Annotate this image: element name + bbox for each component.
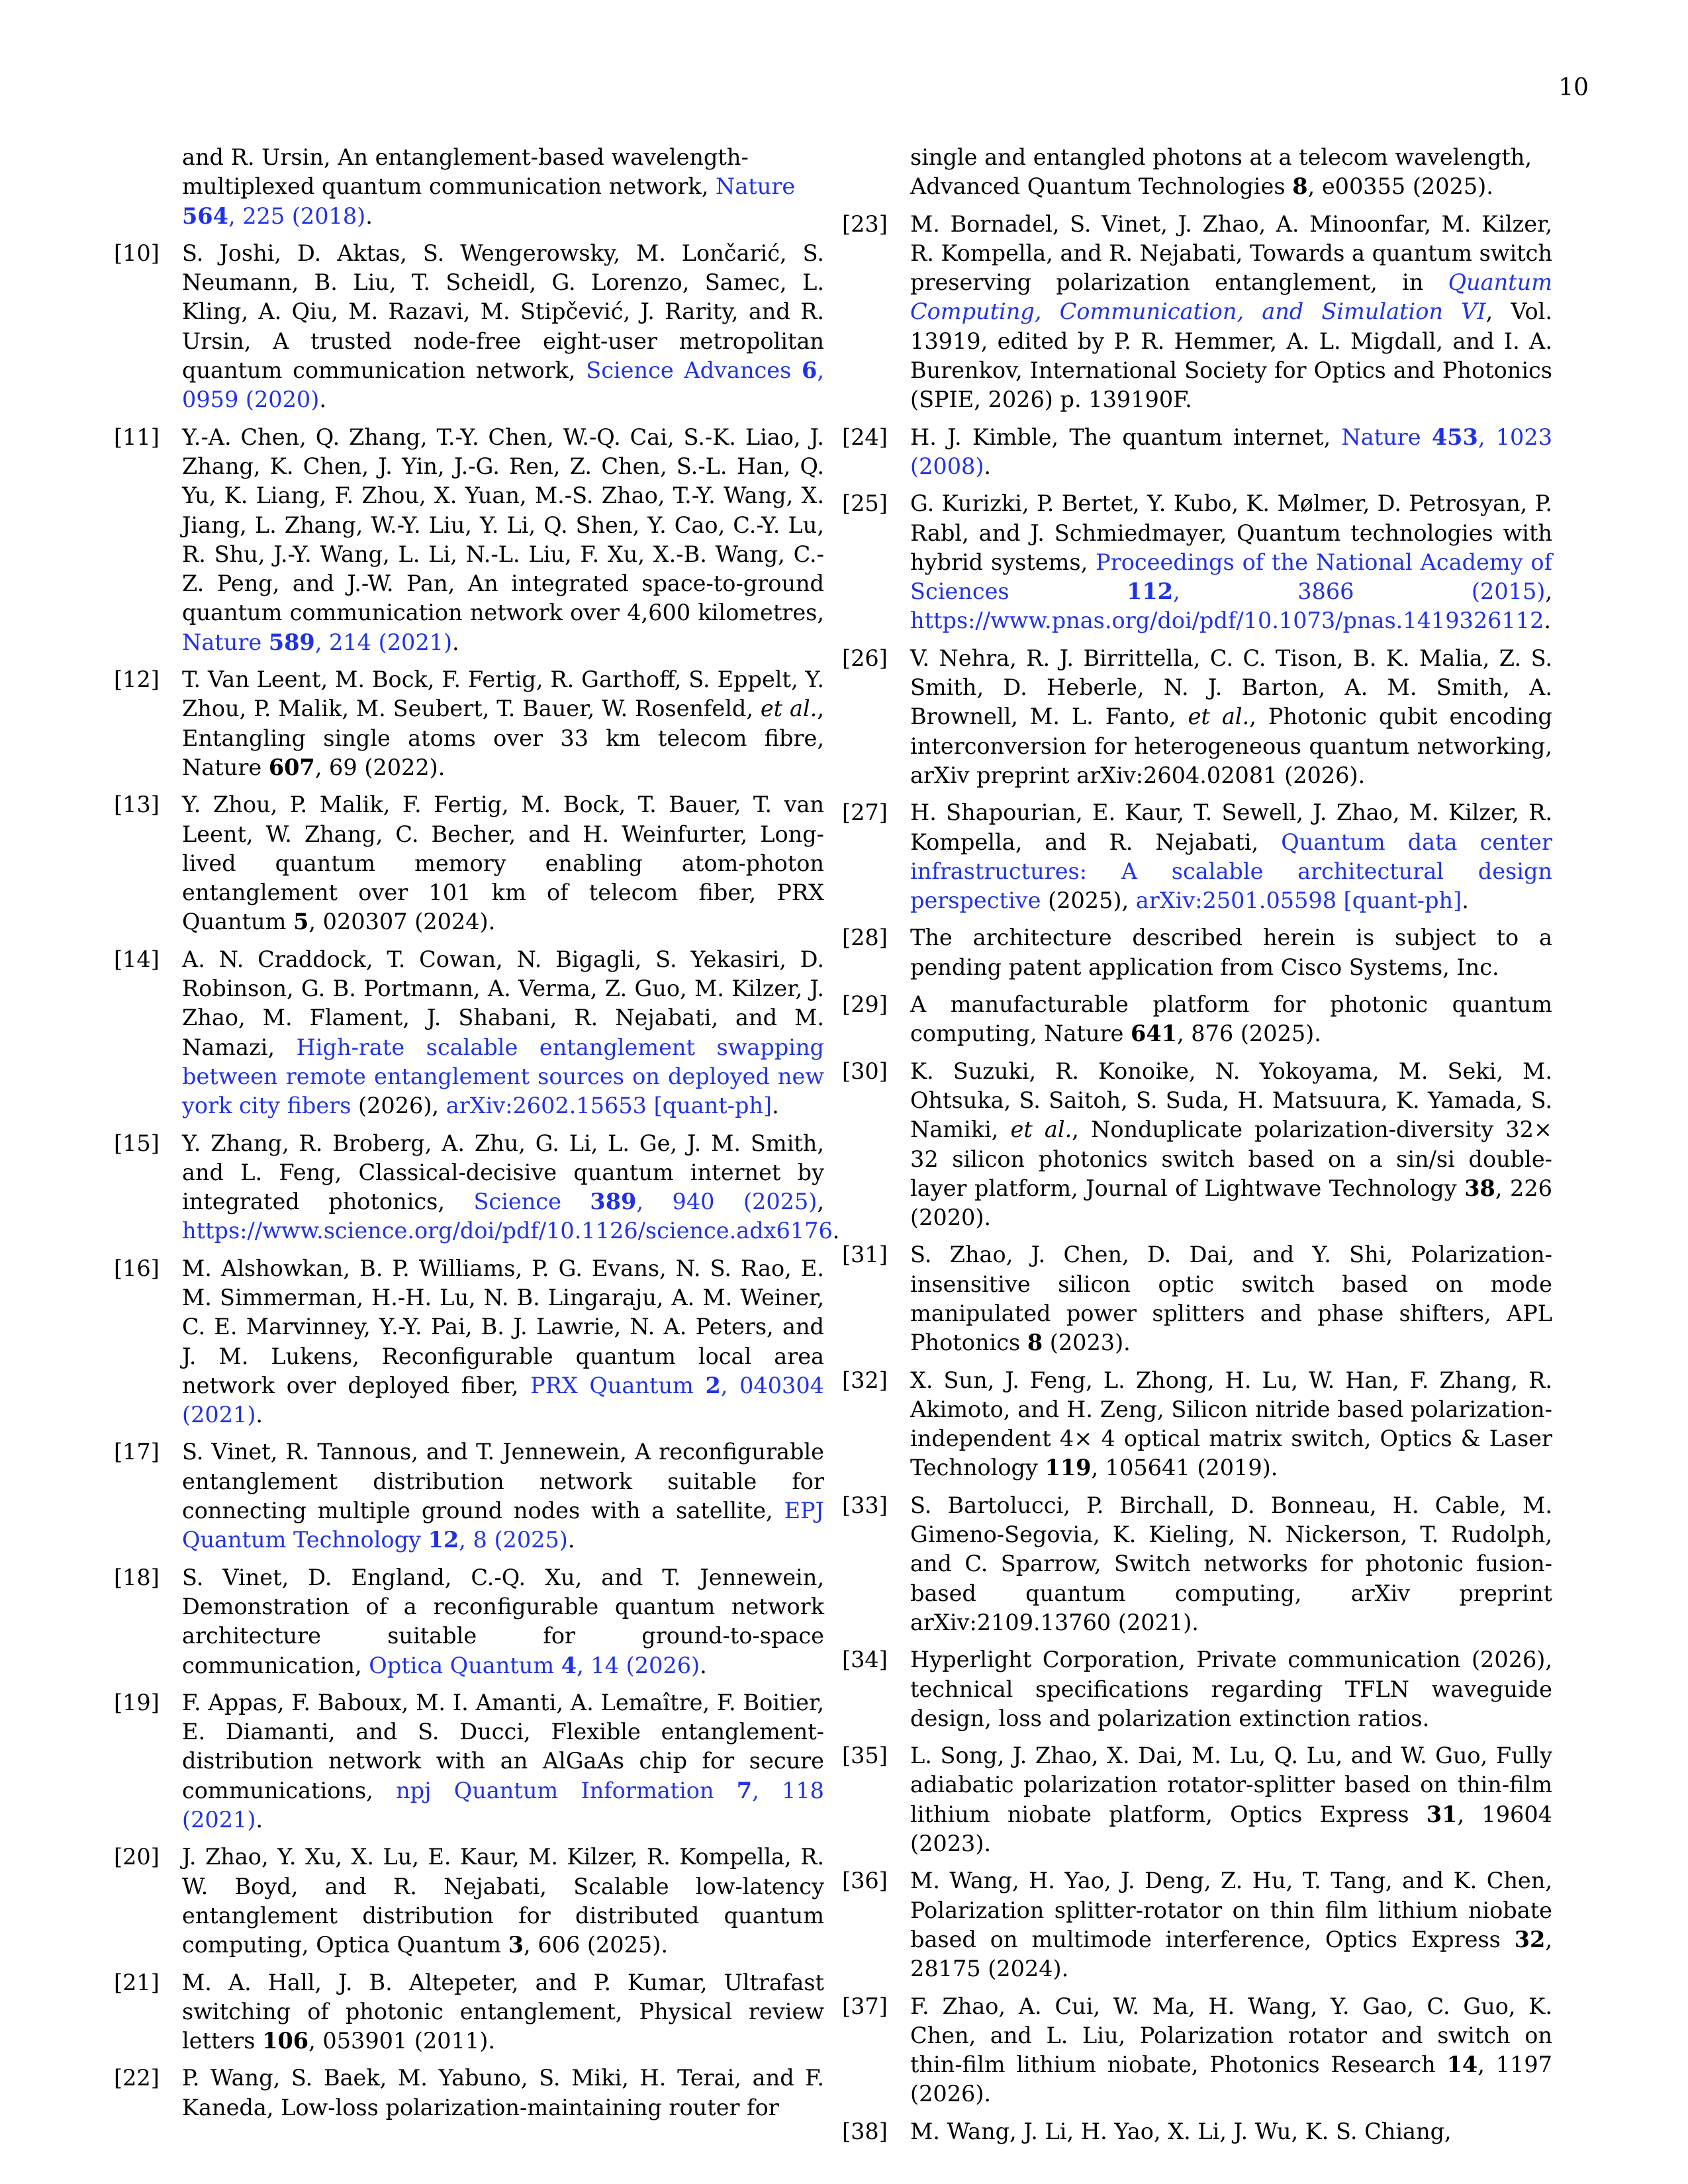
reference-list	[842, 210, 1553, 2146]
reference-entry	[842, 1057, 1552, 1233]
page-number: 10	[1558, 74, 1589, 101]
reference-entry	[114, 1968, 824, 2056]
reference-text: P. Wang, S. Baek, M. Yabuno, S. Miki, H. Terai, and F. Kaneda, Low-loss polarization-maintaining router for	[182, 2065, 824, 2120]
reference-number: [24]	[842, 424, 888, 450]
reference-entry	[842, 2117, 1552, 2146]
reference-entry	[114, 945, 824, 1121]
reference-number: [26]	[842, 645, 888, 671]
reference-entry	[842, 1645, 1552, 1733]
reference-text: S. Joshi, D. Aktas, S. Wengerowsky, M. Lončarić, S. Neumann, B. Liu, T. Scheidl, G. Lorenzo, Samec, L. Kling, A. Qiu, M. Razavi, M. Stipčević, J. Rarity, and R. Ursin, A trusted node-free eight-user metropolitan quantum communication network, Science Advances 6, 0959 (2020).	[182, 240, 825, 413]
reference-link[interactable]: Quantum data center infrastructures: A scalable architectural design perspective	[910, 829, 1552, 914]
reference-text: T. Van Leent, M. Bock, F. Fertig, R. Garthoff, S. Eppelt, Y. Zhou, P. Malik, M. Seubert, T. Bauer, W. Rosenfeld, et al., Entangling single atoms over 33 km telecom fibre, Nature 607, 69 (2022).	[182, 666, 824, 780]
reference-number: [22]	[114, 2065, 160, 2091]
reference-number: [29]	[842, 991, 888, 1018]
reference-number: [12]	[114, 666, 160, 693]
reference-link[interactable]: Proceedings of the National Academy of Sciences 112, 3866 (2015)	[910, 549, 1553, 605]
reference-entry	[114, 665, 824, 782]
reference-text: Y. Zhou, P. Malik, F. Fertig, M. Bock, T. Bauer, T. van Leent, W. Zhang, C. Becher, and H. Weinfurter, Long-lived quantum memory enabling atom-photon entanglement over 101 km of telecom fiber, PRX Quantum 5, 020307 (2024).	[182, 792, 824, 935]
reference-number: [21]	[114, 1969, 160, 1995]
reference-number: [19]	[114, 1689, 160, 1715]
reference-entry	[842, 1240, 1552, 1357]
reference-number: [31]	[842, 1242, 888, 1268]
references-right-column	[842, 143, 1553, 2154]
reference-link[interactable]: PRX Quantum 2, 040304 (2021)	[182, 1372, 824, 1428]
reference-number: [17]	[114, 1439, 160, 1465]
reference-entry	[842, 1992, 1552, 2109]
reference-entry	[842, 1366, 1552, 1483]
reference-text: S. Zhao, J. Chen, D. Dai, and Y. Shi, Polarization-insensitive silicon optic switch based on mode manipulated power splitters and phase shifters, APL Photonics 8 (2023).	[910, 1242, 1552, 1356]
reference-entry	[114, 1563, 824, 1680]
reference-link[interactable]: Science Advances 6, 0959 (2020)	[182, 357, 825, 413]
reference-link[interactable]: npj Quantum Information 7, 118 (2021)	[182, 1777, 824, 1833]
reference-text: H. Shapourian, E. Kaur, T. Sewell, J. Zhao, M. Kilzer, R. Kompella, and R. Nejabati, Quantum data center infrastructures: A scalable architectural design perspective (2025), arXiv:2501.05598 [quant-ph].	[910, 799, 1552, 914]
reference-link[interactable]: Nature 589, 214 (2021)	[182, 629, 453, 655]
reference-entry	[842, 489, 1553, 635]
reference-text: A. N. Craddock, T. Cowan, N. Bigagli, S. Yekasiri, D. Robinson, G. B. Portmann, A. Verma, Z. Guo, M. Kilzer, J. Zhao, M. Flament, J. Shabani, R. Nejabati, and M. Namazi, High-rate scalable entanglement swapping between remote entanglement sources on deployed new york city fibers (2026), arXiv:2602.15653 [quant-ph].	[182, 946, 824, 1119]
reference-link[interactable]: Nature 564, 225 (2018)	[182, 173, 796, 229]
reference-link[interactable]: Optica Quantum 4, 14 (2026)	[369, 1652, 700, 1678]
reference-link[interactable]: High-rate scalable entanglement swapping between remote entanglement sources on deployed new york city fibers	[182, 1034, 824, 1119]
references-left-column	[114, 143, 840, 2130]
reference-link[interactable]: EPJ Quantum Technology 12, 8 (2025)	[182, 1498, 824, 1553]
reference-list	[114, 239, 840, 2122]
reference-entry	[114, 2064, 824, 2122]
reference-entry	[114, 1254, 824, 1430]
reference-text: Y. Zhang, R. Broberg, A. Zhu, G. Li, L. Ge, J. M. Smith, and L. Feng, Classical-decisive quantum internet by integrated photonics, Science 389, 940 (2025), https://www.science.org/doi/pdf/10.1126/science.adx6176.	[182, 1130, 840, 1244]
reference-number: [35]	[842, 1743, 888, 1769]
reference-entry	[114, 239, 825, 415]
reference-text: A manufacturable platform for photonic quantum computing, Nature 641, 876 (2025).	[910, 991, 1552, 1047]
reference-entry	[114, 1688, 824, 1835]
reference-number: [38]	[842, 2118, 888, 2144]
reference-link[interactable]: Quantum Computing, Communication, and Simulation VI	[910, 269, 1552, 325]
reference-text: M. Wang, H. Yao, J. Deng, Z. Hu, T. Tang, and K. Chen, Polarization splitter-rotator on thin film lithium niobate based on multimode interference, Optics Express 32, 28175 (2024).	[910, 1868, 1552, 1982]
reference-entry	[842, 990, 1552, 1049]
reference-link[interactable]: arXiv:2602.15653 [quant-ph]	[445, 1093, 773, 1119]
reference-number: [14]	[114, 946, 160, 972]
reference-text: M. Bornadel, S. Vinet, J. Zhao, A. Minoonfar, M. Kilzer, R. Kompella, and R. Nejabati, Towards a quantum switch preserving polarization entanglement, in Quantum Computing, Communication, and Simulation VI, Vol. 13919, edited by P. R. Hemmer, A. L. Migdall, and I. A. Burenkov, International Society for Optics and Photonics (SPIE, 2026) p. 139190F.	[910, 210, 1552, 413]
reference-text: F. Zhao, A. Cui, W. Ma, H. Wang, Y. Gao, C. Guo, K. Chen, and L. Liu, Polarization rotator and switch on thin-film lithium niobate, Photonics Research 14, 1197 (2026).	[910, 1993, 1552, 2107]
reference-number: [25]	[842, 490, 888, 517]
reference-number: [33]	[842, 1492, 888, 1518]
reference-number: [28]	[842, 925, 888, 951]
reference-number: [32]	[842, 1367, 888, 1393]
reference-entry	[842, 644, 1552, 790]
reference-text: V. Nehra, R. J. Birrittella, C. C. Tison, B. K. Malia, Z. S. Smith, D. Heberle, N. J. Barton, A. M. Smith, A. Brownell, M. L. Fanto, et al., Photonic qubit encoding interconversion for heterogeneous quantum networking, arXiv preprint arXiv:2604.02081 (2026).	[910, 645, 1552, 788]
reference-text: Y.-A. Chen, Q. Zhang, T.-Y. Chen, W.-Q. Cai, S.-K. Liao, J. Zhang, K. Chen, J. Yin, J.-G. Ren, Z. Chen, S.-L. Han, Q. Yu, K. Liang, F. Zhou, X. Yuan, M.-S. Zhao, T.-Y. Wang, X. Jiang, L. Zhang, W.-Y. Liu, Y. Li, Q. Shen, Y. Cao, C.-Y. Lu, R. Shu, J.-Y. Wang, L. Li, N.-L. Liu, F. Xu, X.-B. Wang, C.-Z. Peng, and J.-W. Pan, An integrated space-to-ground quantum communication network over 4,600 kilometres, Nature 589, 214 (2021).	[182, 424, 824, 655]
reference-text: S. Bartolucci, P. Birchall, D. Bonneau, H. Cable, M. Gimeno-Segovia, K. Kieling, N. Nickerson, T. Rudolph, and C. Sparrow, Switch networks for photonic fusion-based quantum computing, arXiv preprint arXiv:2109.13760 (2021).	[910, 1492, 1552, 1635]
reference-text: The architecture described herein is subject to a pending patent application from Cisco Systems, Inc.	[910, 925, 1552, 980]
reference-number: [15]	[114, 1130, 160, 1156]
reference-number: [20]	[114, 1844, 160, 1870]
reference-text: Hyperlight Corporation, Private communication (2026), technical specifications regarding TFLN waveguide design, loss and polarization extinction ratios.	[910, 1647, 1552, 1731]
reference-link[interactable]: https://www.science.org/doi/pdf/10.1126/science.adx6176	[182, 1218, 833, 1244]
reference-number: [23]	[842, 210, 888, 237]
reference-entry	[842, 210, 1552, 415]
reference-number: [13]	[114, 792, 160, 818]
reference-entry	[842, 1741, 1552, 1858]
reference-entry	[842, 1491, 1552, 1637]
reference-entry	[114, 1437, 824, 1555]
reference-number: [30]	[842, 1058, 888, 1084]
reference-entry	[842, 423, 1553, 482]
reference-entry	[114, 1843, 824, 1960]
reference-text: K. Suzuki, R. Konoike, N. Yokoyama, M. Seki, M. Ohtsuka, S. Saitoh, S. Suda, H. Matsuura, K. Yamada, S. Namiki, et al., Nonduplicate polarization-diversity 32× 32 silicon photonics switch based on a sin/si double-layer platform, Journal of Lightwave Technology 38, 226 (2020).	[910, 1058, 1552, 1231]
reference-text: H. J. Kimble, The quantum internet, Nature 453, 1023 (2008).	[910, 424, 1553, 479]
reference-text: S. Vinet, D. England, C.-Q. Xu, and T. Jennewein, Demonstration of a reconfigurable quantum network architecture suitable for ground-to-space communication, Optica Quantum 4, 14 (2026).	[182, 1564, 824, 1678]
reference-number: [36]	[842, 1868, 888, 1894]
reference-entry	[114, 1129, 840, 1246]
reference-text: F. Appas, F. Baboux, M. I. Amanti, A. Lemaître, F. Boitier, E. Diamanti, and S. Ducci, Flexible entanglement-distribution network with an AlGaAs chip for secure communications, npj Quantum Information 7, 118 (2021).	[182, 1689, 824, 1833]
reference-link[interactable]: Science 389, 940 (2025)	[473, 1189, 818, 1215]
reference-number: [11]	[114, 424, 160, 450]
reference-link[interactable]: arXiv:2501.05598 [quant-ph]	[1135, 887, 1462, 914]
reference-number: [16]	[114, 1255, 160, 1281]
reference-entry	[842, 798, 1552, 915]
reference-link[interactable]: Nature 453, 1023 (2008)	[910, 424, 1553, 479]
reference-entry	[842, 923, 1552, 982]
reference-number: [18]	[114, 1564, 160, 1590]
reference-text: S. Vinet, R. Tannous, and T. Jennewein, A reconfigurable entanglement distribution network suitable for connecting multiple ground nodes with a satellite, EPJ Quantum Technology 12, 8 (2025).	[182, 1439, 824, 1553]
reference-entry	[114, 423, 824, 657]
reference-text: X. Sun, J. Feng, L. Zhong, H. Lu, W. Han, F. Zhang, R. Akimoto, and H. Zeng, Silicon nitride based polarization-independent 4× 4 optical matrix switch, Optics & Laser Technology 119, 105641 (2019).	[910, 1367, 1552, 1481]
reference-number: [34]	[842, 1647, 888, 1673]
reference-text: M. Alshowkan, B. P. Williams, P. G. Evans, N. S. Rao, E. M. Simmerman, H.-H. Lu, N. B. Lingaraju, A. M. Weiner, C. E. Marvinney, Y.-Y. Pai, B. J. Lawrie, N. A. Peters, and J. M. Lukens, Reconfigurable quantum local area network over deployed fiber, PRX Quantum 2, 040304 (2021).	[182, 1255, 824, 1428]
reference-entry	[842, 1866, 1552, 1983]
reference-text: J. Zhao, Y. Xu, X. Lu, E. Kaur, M. Kilzer, R. Kompella, R. W. Boyd, and R. Nejabati, Scalable low-latency entanglement distribution for distributed quantum computing, Optica Quantum 3, 606 (2025).	[182, 1844, 824, 1958]
reference-link[interactable]: https://www.pnas.org/doi/pdf/10.1073/pnas.1419326112	[910, 608, 1544, 634]
reference-continuation: and R. Ursin, An entanglement-based wavelength-multiplexed quantum communication network, Nature 564, 225 (2018).	[182, 144, 796, 229]
reference-text: L. Song, J. Zhao, X. Dai, M. Lu, Q. Lu, and W. Guo, Fully adiabatic polarization rotator-splitter based on thin-film lithium niobate platform, Optics Express 31, 19604 (2023).	[910, 1743, 1552, 1857]
reference-number: [10]	[114, 240, 160, 266]
reference-text: M. A. Hall, J. B. Altepeter, and P. Kumar, Ultrafast switching of photonic entanglement, Physical review letters 106, 053901 (2011).	[182, 1969, 824, 2054]
reference-text: M. Wang, J. Li, H. Yao, X. Li, J. Wu, K. S. Chiang,	[910, 2118, 1452, 2144]
reference-entry	[114, 790, 824, 936]
reference-number: [37]	[842, 1993, 888, 2019]
reference-number: [27]	[842, 799, 888, 826]
reference-continuation: single and entangled photons at a telecom wavelength, Advanced Quantum Technologies 8, e00355 (2025).	[910, 144, 1532, 200]
reference-text: G. Kurizki, P. Bertet, Y. Kubo, K. Mølmer, D. Petrosyan, P. Rabl, and J. Schmiedmayer, Quantum technologies with hybrid systems, Proceedings of the National Academy of Sciences 112, 3866 (2015), https://www.pnas.org/doi/pdf/10.1073/pnas.1419326112.	[910, 490, 1553, 634]
